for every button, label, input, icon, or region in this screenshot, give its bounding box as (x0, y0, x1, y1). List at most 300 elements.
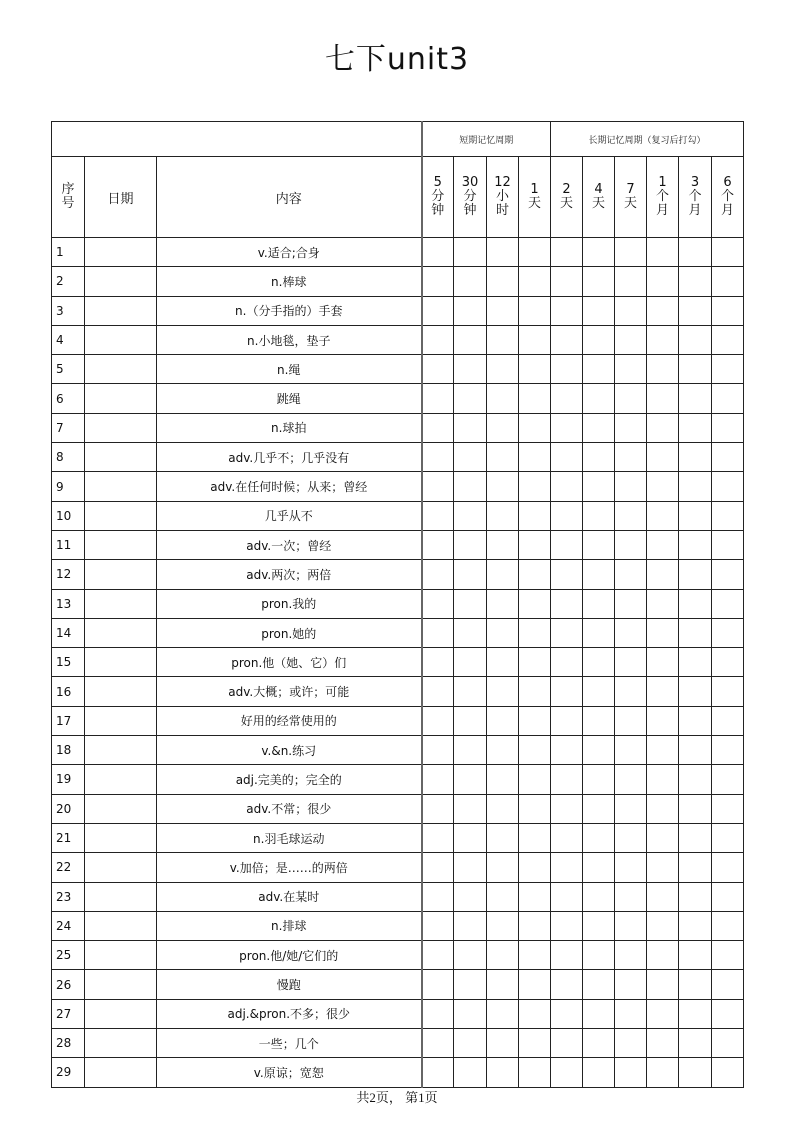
checkbox-cell[interactable] (679, 999, 712, 1028)
checkbox-cell[interactable] (519, 999, 551, 1028)
checkbox-cell[interactable] (519, 501, 551, 530)
checkbox-cell[interactable] (454, 384, 487, 413)
checkbox-cell[interactable] (551, 589, 583, 618)
checkbox-cell[interactable] (519, 325, 551, 354)
checkbox-cell[interactable] (615, 970, 647, 999)
checkbox-cell[interactable] (519, 472, 551, 501)
checkbox-cell[interactable] (647, 355, 679, 384)
checkbox-cell[interactable] (487, 530, 519, 559)
checkbox-cell[interactable] (454, 677, 487, 706)
checkbox-cell[interactable] (422, 355, 454, 384)
checkbox-cell[interactable] (519, 882, 551, 911)
checkbox-cell[interactable] (487, 238, 519, 267)
checkbox-cell[interactable] (487, 589, 519, 618)
checkbox-cell[interactable] (519, 648, 551, 677)
checkbox-cell[interactable] (679, 677, 712, 706)
checkbox-cell[interactable] (615, 472, 647, 501)
checkbox-cell[interactable] (487, 413, 519, 442)
checkbox-cell[interactable] (551, 472, 583, 501)
checkbox-cell[interactable] (583, 648, 615, 677)
checkbox-cell[interactable] (422, 530, 454, 559)
date-cell[interactable] (85, 648, 157, 677)
checkbox-cell[interactable] (454, 413, 487, 442)
checkbox-cell[interactable] (712, 238, 744, 267)
date-cell[interactable] (85, 530, 157, 559)
checkbox-cell[interactable] (519, 267, 551, 296)
checkbox-cell[interactable] (583, 706, 615, 735)
checkbox-cell[interactable] (422, 706, 454, 735)
checkbox-cell[interactable] (454, 999, 487, 1028)
checkbox-cell[interactable] (551, 706, 583, 735)
checkbox-cell[interactable] (647, 325, 679, 354)
date-cell[interactable] (85, 882, 157, 911)
checkbox-cell[interactable] (712, 677, 744, 706)
checkbox-cell[interactable] (679, 765, 712, 794)
checkbox-cell[interactable] (519, 238, 551, 267)
checkbox-cell[interactable] (712, 736, 744, 765)
checkbox-cell[interactable] (615, 618, 647, 647)
checkbox-cell[interactable] (647, 560, 679, 589)
checkbox-cell[interactable] (679, 618, 712, 647)
checkbox-cell[interactable] (712, 970, 744, 999)
checkbox-cell[interactable] (679, 941, 712, 970)
checkbox-cell[interactable] (712, 530, 744, 559)
checkbox-cell[interactable] (583, 882, 615, 911)
checkbox-cell[interactable] (454, 296, 487, 325)
checkbox-cell[interactable] (615, 267, 647, 296)
checkbox-cell[interactable] (551, 882, 583, 911)
checkbox-cell[interactable] (519, 589, 551, 618)
checkbox-cell[interactable] (647, 999, 679, 1028)
checkbox-cell[interactable] (487, 325, 519, 354)
checkbox-cell[interactable] (551, 296, 583, 325)
checkbox-cell[interactable] (712, 853, 744, 882)
checkbox-cell[interactable] (487, 736, 519, 765)
checkbox-cell[interactable] (647, 1029, 679, 1058)
checkbox-cell[interactable] (551, 794, 583, 823)
checkbox-cell[interactable] (647, 472, 679, 501)
checkbox-cell[interactable] (615, 501, 647, 530)
checkbox-cell[interactable] (519, 560, 551, 589)
checkbox-cell[interactable] (422, 384, 454, 413)
checkbox-cell[interactable] (679, 1058, 712, 1087)
checkbox-cell[interactable] (679, 1029, 712, 1058)
checkbox-cell[interactable] (712, 413, 744, 442)
checkbox-cell[interactable] (679, 413, 712, 442)
checkbox-cell[interactable] (615, 443, 647, 472)
checkbox-cell[interactable] (422, 853, 454, 882)
date-cell[interactable] (85, 970, 157, 999)
checkbox-cell[interactable] (454, 853, 487, 882)
checkbox-cell[interactable] (583, 267, 615, 296)
date-cell[interactable] (85, 443, 157, 472)
checkbox-cell[interactable] (519, 823, 551, 852)
checkbox-cell[interactable] (551, 941, 583, 970)
checkbox-cell[interactable] (647, 413, 679, 442)
checkbox-cell[interactable] (551, 853, 583, 882)
checkbox-cell[interactable] (487, 765, 519, 794)
checkbox-cell[interactable] (551, 238, 583, 267)
checkbox-cell[interactable] (454, 589, 487, 618)
checkbox-cell[interactable] (422, 765, 454, 794)
checkbox-cell[interactable] (583, 530, 615, 559)
checkbox-cell[interactable] (615, 648, 647, 677)
checkbox-cell[interactable] (615, 238, 647, 267)
checkbox-cell[interactable] (519, 384, 551, 413)
checkbox-cell[interactable] (454, 794, 487, 823)
checkbox-cell[interactable] (551, 648, 583, 677)
checkbox-cell[interactable] (519, 1029, 551, 1058)
date-cell[interactable] (85, 941, 157, 970)
checkbox-cell[interactable] (712, 296, 744, 325)
date-cell[interactable] (85, 823, 157, 852)
checkbox-cell[interactable] (422, 501, 454, 530)
checkbox-cell[interactable] (583, 384, 615, 413)
checkbox-cell[interactable] (551, 355, 583, 384)
checkbox-cell[interactable] (454, 1029, 487, 1058)
checkbox-cell[interactable] (454, 618, 487, 647)
checkbox-cell[interactable] (647, 618, 679, 647)
checkbox-cell[interactable] (712, 355, 744, 384)
checkbox-cell[interactable] (519, 765, 551, 794)
checkbox-cell[interactable] (712, 325, 744, 354)
checkbox-cell[interactable] (647, 765, 679, 794)
checkbox-cell[interactable] (551, 911, 583, 940)
checkbox-cell[interactable] (454, 941, 487, 970)
checkbox-cell[interactable] (679, 589, 712, 618)
checkbox-cell[interactable] (583, 970, 615, 999)
checkbox-cell[interactable] (583, 355, 615, 384)
checkbox-cell[interactable] (647, 1058, 679, 1087)
checkbox-cell[interactable] (551, 560, 583, 589)
checkbox-cell[interactable] (647, 267, 679, 296)
checkbox-cell[interactable] (647, 736, 679, 765)
checkbox-cell[interactable] (712, 999, 744, 1028)
checkbox-cell[interactable] (712, 706, 744, 735)
date-cell[interactable] (85, 560, 157, 589)
checkbox-cell[interactable] (519, 413, 551, 442)
checkbox-cell[interactable] (615, 384, 647, 413)
checkbox-cell[interactable] (712, 794, 744, 823)
checkbox-cell[interactable] (519, 355, 551, 384)
checkbox-cell[interactable] (519, 941, 551, 970)
checkbox-cell[interactable] (712, 1029, 744, 1058)
date-cell[interactable] (85, 384, 157, 413)
checkbox-cell[interactable] (583, 501, 615, 530)
checkbox-cell[interactable] (712, 443, 744, 472)
date-cell[interactable] (85, 677, 157, 706)
checkbox-cell[interactable] (679, 560, 712, 589)
checkbox-cell[interactable] (679, 296, 712, 325)
checkbox-cell[interactable] (712, 618, 744, 647)
checkbox-cell[interactable] (454, 238, 487, 267)
checkbox-cell[interactable] (422, 325, 454, 354)
checkbox-cell[interactable] (487, 618, 519, 647)
checkbox-cell[interactable] (615, 1058, 647, 1087)
checkbox-cell[interactable] (712, 560, 744, 589)
checkbox-cell[interactable] (583, 443, 615, 472)
checkbox-cell[interactable] (583, 911, 615, 940)
checkbox-cell[interactable] (422, 1058, 454, 1087)
checkbox-cell[interactable] (615, 911, 647, 940)
checkbox-cell[interactable] (487, 355, 519, 384)
date-cell[interactable] (85, 1029, 157, 1058)
checkbox-cell[interactable] (647, 794, 679, 823)
checkbox-cell[interactable] (487, 560, 519, 589)
date-cell[interactable] (85, 618, 157, 647)
checkbox-cell[interactable] (422, 472, 454, 501)
checkbox-cell[interactable] (519, 736, 551, 765)
checkbox-cell[interactable] (454, 443, 487, 472)
date-cell[interactable] (85, 1058, 157, 1087)
checkbox-cell[interactable] (487, 1029, 519, 1058)
checkbox-cell[interactable] (679, 882, 712, 911)
checkbox-cell[interactable] (679, 267, 712, 296)
checkbox-cell[interactable] (647, 677, 679, 706)
checkbox-cell[interactable] (615, 706, 647, 735)
checkbox-cell[interactable] (551, 1029, 583, 1058)
checkbox-cell[interactable] (487, 853, 519, 882)
checkbox-cell[interactable] (615, 736, 647, 765)
checkbox-cell[interactable] (583, 413, 615, 442)
checkbox-cell[interactable] (615, 413, 647, 442)
checkbox-cell[interactable] (519, 970, 551, 999)
checkbox-cell[interactable] (615, 325, 647, 354)
date-cell[interactable] (85, 911, 157, 940)
checkbox-cell[interactable] (422, 1029, 454, 1058)
checkbox-cell[interactable] (519, 853, 551, 882)
checkbox-cell[interactable] (519, 911, 551, 940)
checkbox-cell[interactable] (454, 560, 487, 589)
checkbox-cell[interactable] (454, 472, 487, 501)
checkbox-cell[interactable] (454, 765, 487, 794)
date-cell[interactable] (85, 355, 157, 384)
checkbox-cell[interactable] (647, 911, 679, 940)
checkbox-cell[interactable] (679, 794, 712, 823)
checkbox-cell[interactable] (422, 560, 454, 589)
checkbox-cell[interactable] (422, 443, 454, 472)
checkbox-cell[interactable] (712, 267, 744, 296)
checkbox-cell[interactable] (487, 501, 519, 530)
date-cell[interactable] (85, 501, 157, 530)
checkbox-cell[interactable] (615, 296, 647, 325)
checkbox-cell[interactable] (679, 823, 712, 852)
checkbox-cell[interactable] (422, 296, 454, 325)
checkbox-cell[interactable] (422, 794, 454, 823)
checkbox-cell[interactable] (454, 882, 487, 911)
checkbox-cell[interactable] (519, 618, 551, 647)
date-cell[interactable] (85, 472, 157, 501)
checkbox-cell[interactable] (487, 794, 519, 823)
checkbox-cell[interactable] (712, 911, 744, 940)
checkbox-cell[interactable] (487, 677, 519, 706)
checkbox-cell[interactable] (551, 999, 583, 1028)
checkbox-cell[interactable] (615, 941, 647, 970)
checkbox-cell[interactable] (454, 823, 487, 852)
checkbox-cell[interactable] (422, 589, 454, 618)
checkbox-cell[interactable] (583, 560, 615, 589)
checkbox-cell[interactable] (487, 999, 519, 1028)
date-cell[interactable] (85, 706, 157, 735)
checkbox-cell[interactable] (487, 267, 519, 296)
checkbox-cell[interactable] (583, 325, 615, 354)
checkbox-cell[interactable] (551, 823, 583, 852)
date-cell[interactable] (85, 325, 157, 354)
checkbox-cell[interactable] (551, 384, 583, 413)
checkbox-cell[interactable] (615, 999, 647, 1028)
checkbox-cell[interactable] (422, 267, 454, 296)
checkbox-cell[interactable] (422, 413, 454, 442)
checkbox-cell[interactable] (551, 677, 583, 706)
checkbox-cell[interactable] (454, 1058, 487, 1087)
checkbox-cell[interactable] (679, 325, 712, 354)
checkbox-cell[interactable] (583, 618, 615, 647)
checkbox-cell[interactable] (454, 911, 487, 940)
checkbox-cell[interactable] (679, 736, 712, 765)
checkbox-cell[interactable] (422, 238, 454, 267)
date-cell[interactable] (85, 589, 157, 618)
checkbox-cell[interactable] (454, 325, 487, 354)
checkbox-cell[interactable] (583, 736, 615, 765)
checkbox-cell[interactable] (519, 443, 551, 472)
checkbox-cell[interactable] (454, 501, 487, 530)
date-cell[interactable] (85, 267, 157, 296)
checkbox-cell[interactable] (487, 911, 519, 940)
checkbox-cell[interactable] (487, 1058, 519, 1087)
checkbox-cell[interactable] (712, 941, 744, 970)
checkbox-cell[interactable] (583, 677, 615, 706)
date-cell[interactable] (85, 736, 157, 765)
checkbox-cell[interactable] (551, 267, 583, 296)
checkbox-cell[interactable] (615, 823, 647, 852)
checkbox-cell[interactable] (679, 970, 712, 999)
checkbox-cell[interactable] (615, 677, 647, 706)
checkbox-cell[interactable] (712, 384, 744, 413)
checkbox-cell[interactable] (647, 882, 679, 911)
checkbox-cell[interactable] (551, 765, 583, 794)
checkbox-cell[interactable] (712, 648, 744, 677)
checkbox-cell[interactable] (551, 970, 583, 999)
checkbox-cell[interactable] (519, 706, 551, 735)
date-cell[interactable] (85, 238, 157, 267)
checkbox-cell[interactable] (519, 794, 551, 823)
checkbox-cell[interactable] (615, 589, 647, 618)
checkbox-cell[interactable] (422, 823, 454, 852)
date-cell[interactable] (85, 296, 157, 325)
checkbox-cell[interactable] (615, 355, 647, 384)
checkbox-cell[interactable] (487, 296, 519, 325)
date-cell[interactable] (85, 999, 157, 1028)
checkbox-cell[interactable] (454, 648, 487, 677)
checkbox-cell[interactable] (647, 970, 679, 999)
checkbox-cell[interactable] (422, 648, 454, 677)
checkbox-cell[interactable] (679, 501, 712, 530)
checkbox-cell[interactable] (679, 706, 712, 735)
checkbox-cell[interactable] (551, 443, 583, 472)
checkbox-cell[interactable] (647, 238, 679, 267)
checkbox-cell[interactable] (647, 706, 679, 735)
date-cell[interactable] (85, 413, 157, 442)
checkbox-cell[interactable] (647, 589, 679, 618)
checkbox-cell[interactable] (679, 530, 712, 559)
checkbox-cell[interactable] (583, 941, 615, 970)
checkbox-cell[interactable] (583, 853, 615, 882)
checkbox-cell[interactable] (551, 325, 583, 354)
checkbox-cell[interactable] (422, 618, 454, 647)
checkbox-cell[interactable] (422, 970, 454, 999)
checkbox-cell[interactable] (551, 736, 583, 765)
checkbox-cell[interactable] (583, 823, 615, 852)
checkbox-cell[interactable] (615, 794, 647, 823)
checkbox-cell[interactable] (487, 472, 519, 501)
checkbox-cell[interactable] (583, 238, 615, 267)
checkbox-cell[interactable] (487, 941, 519, 970)
checkbox-cell[interactable] (551, 1058, 583, 1087)
checkbox-cell[interactable] (712, 472, 744, 501)
checkbox-cell[interactable] (487, 823, 519, 852)
checkbox-cell[interactable] (647, 941, 679, 970)
checkbox-cell[interactable] (487, 443, 519, 472)
checkbox-cell[interactable] (422, 882, 454, 911)
checkbox-cell[interactable] (615, 530, 647, 559)
checkbox-cell[interactable] (519, 296, 551, 325)
checkbox-cell[interactable] (487, 648, 519, 677)
checkbox-cell[interactable] (583, 589, 615, 618)
checkbox-cell[interactable] (615, 1029, 647, 1058)
checkbox-cell[interactable] (487, 970, 519, 999)
checkbox-cell[interactable] (679, 384, 712, 413)
checkbox-cell[interactable] (712, 1058, 744, 1087)
checkbox-cell[interactable] (551, 618, 583, 647)
checkbox-cell[interactable] (487, 384, 519, 413)
checkbox-cell[interactable] (422, 736, 454, 765)
date-cell[interactable] (85, 794, 157, 823)
checkbox-cell[interactable] (647, 443, 679, 472)
checkbox-cell[interactable] (454, 355, 487, 384)
checkbox-cell[interactable] (519, 1058, 551, 1087)
date-cell[interactable] (85, 765, 157, 794)
checkbox-cell[interactable] (679, 472, 712, 501)
checkbox-cell[interactable] (583, 1058, 615, 1087)
checkbox-cell[interactable] (454, 267, 487, 296)
checkbox-cell[interactable] (647, 384, 679, 413)
checkbox-cell[interactable] (519, 530, 551, 559)
checkbox-cell[interactable] (583, 1029, 615, 1058)
checkbox-cell[interactable] (583, 794, 615, 823)
checkbox-cell[interactable] (647, 296, 679, 325)
checkbox-cell[interactable] (422, 911, 454, 940)
checkbox-cell[interactable] (551, 413, 583, 442)
checkbox-cell[interactable] (454, 706, 487, 735)
checkbox-cell[interactable] (712, 589, 744, 618)
checkbox-cell[interactable] (422, 999, 454, 1028)
checkbox-cell[interactable] (487, 882, 519, 911)
checkbox-cell[interactable] (519, 677, 551, 706)
checkbox-cell[interactable] (551, 530, 583, 559)
checkbox-cell[interactable] (422, 941, 454, 970)
checkbox-cell[interactable] (679, 238, 712, 267)
checkbox-cell[interactable] (615, 853, 647, 882)
checkbox-cell[interactable] (615, 765, 647, 794)
checkbox-cell[interactable] (712, 501, 744, 530)
checkbox-cell[interactable] (615, 560, 647, 589)
checkbox-cell[interactable] (712, 882, 744, 911)
checkbox-cell[interactable] (583, 765, 615, 794)
checkbox-cell[interactable] (679, 911, 712, 940)
checkbox-cell[interactable] (679, 853, 712, 882)
checkbox-cell[interactable] (583, 296, 615, 325)
checkbox-cell[interactable] (454, 736, 487, 765)
